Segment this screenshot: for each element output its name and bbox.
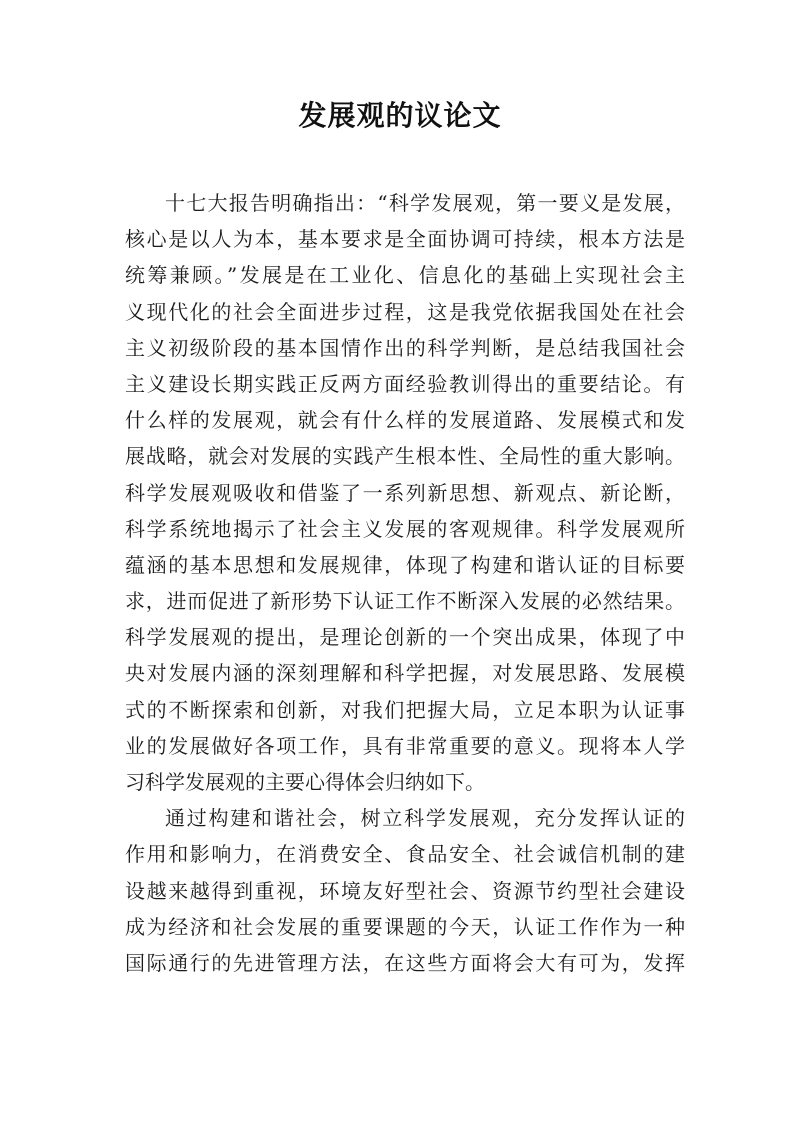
paragraph-line: 式的不断探索和创新，对我们把握大局，立足本职为认证事 bbox=[125, 697, 685, 722]
paragraph-line: 科学发展观吸收和借鉴了一系列新思想、新观点、新论断， bbox=[125, 480, 685, 505]
paragraph-1 bbox=[125, 185, 685, 800]
paragraph-line: 求，进而促进了新形势下认证工作不断深入发展的必然结果。 bbox=[125, 589, 685, 614]
paragraph-line: 义现代化的社会全面进步过程，这是我党依据我国处在社会 bbox=[125, 299, 685, 324]
paragraph-line: 十七大报告明确指出：“科学发展观，第一要义是发展， bbox=[165, 191, 685, 215]
document-title: 发展观的议论文 bbox=[298, 99, 502, 132]
paragraph-line: 设越来越得到重视，环境友好型社会、资源节约型社会建设 bbox=[125, 878, 685, 903]
paragraph-line: 统筹兼顾。”发展是在工业化、信息化的基础上实现社会主 bbox=[125, 263, 685, 288]
paragraph-2 bbox=[125, 800, 685, 981]
document-body bbox=[125, 185, 685, 981]
paragraph-line: 蕴涵的基本思想和发展规律，体现了构建和谐认证的目标要 bbox=[125, 552, 685, 577]
paragraph-line: 主义初级阶段的基本国情作出的科学判断，是总结我国社会 bbox=[125, 335, 685, 360]
paragraph-line: 央对发展内涵的深刻理解和科学把握，对发展思路、发展模 bbox=[125, 661, 685, 686]
paragraph-line: 习科学发展观的主要心得体会归纳如下。 bbox=[125, 770, 485, 794]
paragraph-line: 主义建设长期实践正反两方面经验教训得出的重要结论。有 bbox=[125, 371, 685, 396]
paragraph-line: 国际通行的先进管理方法，在这些方面将会大有可为，发挥 bbox=[125, 950, 685, 975]
paragraph-line: 通过构建和谐社会，树立科学发展观，充分发挥认证的 bbox=[165, 806, 685, 831]
paragraph-line: 作用和影响力，在消费安全、食品安全、社会诚信机制的建 bbox=[125, 842, 685, 867]
paragraph-line: 展战略，就会对发展的实践产生根本性、全局性的重大影响。 bbox=[125, 444, 685, 469]
paragraph-line: 核心是以人为本，基本要求是全面协调可持续，根本方法是 bbox=[125, 227, 685, 252]
paragraph-line: 什么样的发展观，就会有什么样的发展道路、发展模式和发 bbox=[125, 408, 685, 433]
paragraph-line: 业的发展做好各项工作，具有非常重要的意义。现将本人学 bbox=[125, 733, 685, 758]
paragraph-line: 科学系统地揭示了社会主义发展的客观规律。科学发展观所 bbox=[125, 516, 685, 541]
paragraph-line: 科学发展观的提出，是理论创新的一个突出成果，体现了中 bbox=[125, 625, 685, 650]
paragraph-line: 成为经济和社会发展的重要课题的今天，认证工作作为一种 bbox=[125, 914, 685, 939]
